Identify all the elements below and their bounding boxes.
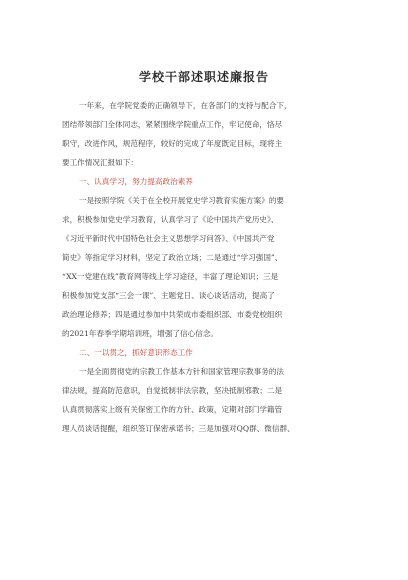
paragraph-line: 团结带领部门全体同志，紧紧围绕学院重点工作，牢记使命，恪尽 xyxy=(62,120,283,129)
paragraph-line: 职守，改进作风，规范程序，较好的完成了年度既定目标，现将主 xyxy=(62,139,283,148)
paragraph-line: 一年来，在学院党委的正确领导下，在各部门的支持与配合下， xyxy=(79,101,292,110)
paragraph-line: “XX一党建在线”教育网等线上学习途径，丰富了理论知识；三是 xyxy=(62,272,279,281)
section-heading: 一、认真学习，努力提高政治素养 xyxy=(79,177,193,186)
paragraph-line: 政治理论修养；四是通过参加中共荣成市委组织部、市委党校组织 xyxy=(62,310,283,319)
document-body xyxy=(62,96,368,438)
paragraph-line: 一是全面贯彻党的宗教工作基本方针和国家管理宗教事务的法 xyxy=(79,367,285,376)
document-title: 学校干部述职述廉报告 xyxy=(138,70,269,84)
paragraph-line: 积极参加党支部“三会一课”、主题党日、谈心谈话活动，提高了 xyxy=(62,291,275,300)
section-heading: 二、一以贯之，抓好意识形态工作 xyxy=(79,348,193,357)
paragraph-line: 一是按照学院《关于在全校开展党史学习教育实施方案》的要 xyxy=(79,196,285,205)
paragraph-line: 求，积极参加党史学习教育，认真学习了《论中国共产党历史》、 xyxy=(62,215,279,224)
paragraph-line: 理人员谈话提醒，组织签订保密承诺书；三是加强对QQ群、微信群、 xyxy=(62,424,295,433)
paragraph-line: 律法规，提高防范意识，自觉抵制非法宗教，坚决抵制邪教；二是 xyxy=(62,386,283,395)
paragraph-line: 的2021年春季学期培训班，增强了信心信念。 xyxy=(62,329,219,338)
paragraph-line: 《习近平新时代中国特色社会主义思想学习问答》、《中国共产党 xyxy=(62,234,275,243)
paragraph-line: 认真贯彻落实上级有关保密工作的方针、政策，定期对部门学籍管 xyxy=(62,405,283,414)
paragraph-line: 要工作情况汇报如下： xyxy=(62,158,138,167)
paragraph-line: 简史》等指定学习材料，坚定了政治立场；二是通过“学习强国”、 xyxy=(62,253,283,262)
